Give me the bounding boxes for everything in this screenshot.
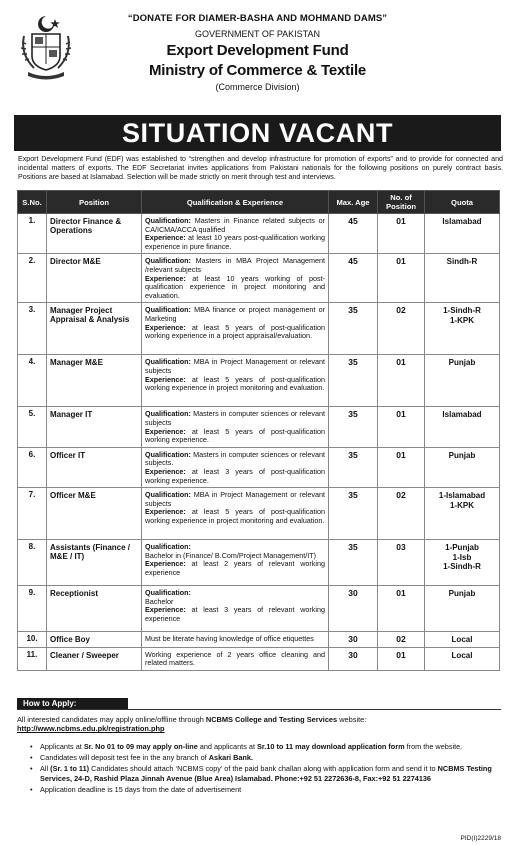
row-position: Office Boy (47, 632, 142, 648)
row-max-age: 35 (329, 407, 378, 447)
row-quota: 1-Punjab 1-Isb 1-Sindh-R (425, 540, 500, 586)
table-row (18, 586, 500, 632)
row-max-age: 45 (329, 254, 378, 303)
row-no-of-position: 02 (378, 303, 425, 355)
row-max-age: 35 (329, 488, 378, 540)
qualification-label: Qualification: (145, 305, 191, 315)
row-no-of-position: 01 (378, 447, 425, 487)
registration-link[interactable]: http://www.ncbms.edu.pk/registration.php (17, 724, 165, 734)
qualification-text: Masters in computer sciences or relevant subjects. (145, 449, 325, 468)
qualification-label: Qualification: (145, 588, 191, 598)
donate-slogan: “DONATE FOR DIAMER-BASHA AND MOHMAND DAMS” (127, 13, 388, 24)
row-sno: 9. (18, 586, 47, 632)
experience-text: at least 5 years of post-qualification working experience. (145, 426, 325, 445)
bullet-b1: Askari Bank. (208, 753, 253, 763)
header-qualification: Qualification & Experience (142, 191, 329, 214)
row-qualification (142, 355, 329, 407)
divider (17, 709, 501, 710)
row-quota: Local (425, 632, 500, 648)
list-item (40, 753, 501, 762)
experience-text: at least 3 years of relevant working experience (145, 605, 325, 623)
header-sno: S.No. (18, 191, 47, 214)
bullet-mid: Candidates should attach ‘NCBMS copy’ of the paid bank challan along with application form and send it to (89, 764, 438, 774)
list-item (40, 742, 501, 751)
row-quota: Punjab (425, 447, 500, 487)
row-sno: 10. (18, 632, 47, 648)
qualification-text: Bachelor in (Finance/ B.Com/Project Management/IT) (145, 550, 316, 560)
row-qualification (142, 254, 329, 303)
table-row (18, 447, 500, 487)
row-max-age: 45 (329, 214, 378, 254)
row-qualification (142, 632, 329, 648)
row-sno: 7. (18, 488, 47, 540)
qualification-text: Masters in computer sciences or relevant subjects (145, 409, 325, 427)
row-quota: Islamabad (425, 214, 500, 254)
row-sno: 5. (18, 407, 47, 447)
row-position: Director Finance & Operations (47, 214, 142, 254)
apply-text-pre: All interested candidates may apply online/offline through (17, 715, 206, 724)
bullet-b2: NCBMS Testing Services, 24-D, Rashid Plaza Jinnah Avenue (Blue Area) Islamabad. Phone:+92 51 2272636-8, Fax:+92 51 2274136 (40, 764, 492, 783)
header-quota: Quota (425, 191, 500, 214)
table-row (18, 214, 500, 254)
qualification-label: Qualification: (145, 409, 191, 419)
row-max-age: 35 (329, 303, 378, 355)
table-row (18, 254, 500, 303)
row-quota: Islamabad (425, 407, 500, 447)
row-qualification (142, 586, 329, 632)
experience-label: Experience: (145, 322, 186, 332)
table-row (18, 647, 500, 670)
row-qualification (142, 303, 329, 355)
qualification-text: Must be literate having knowledge of office etiquettes (145, 634, 314, 644)
table-row (18, 355, 500, 407)
bullet-pre: Application deadline is 15 days from the date of advertisement (40, 784, 242, 794)
experience-text: at least 2 years of relevant working experience (145, 559, 325, 577)
qualification-text: Masters in MBA Project Management /relevant subjects (145, 256, 325, 274)
row-qualification (142, 447, 329, 487)
table-row (18, 632, 500, 648)
row-quota: Local (425, 647, 500, 670)
table-row (18, 540, 500, 586)
bullet-b1: Sr. No 01 to 09 may apply on-line (83, 742, 198, 751)
row-max-age: 35 (329, 447, 378, 487)
list-item (40, 764, 501, 782)
row-sno: 4. (18, 355, 47, 407)
bullet-b2: Sr.10 to 11 may download application form (257, 742, 405, 751)
experience-label: Experience: (145, 426, 186, 436)
row-no-of-position: 01 (378, 214, 425, 254)
row-no-of-position: 03 (378, 540, 425, 586)
experience-text: at least 5 years of post-qualification working experience in a project appraisal/evaluation. (145, 322, 325, 341)
row-max-age: 30 (329, 586, 378, 632)
header-no-of-position: No. of Position (378, 191, 425, 214)
row-no-of-position: 01 (378, 355, 425, 407)
table-body (18, 214, 500, 671)
qualification-label: Qualification: (145, 357, 191, 367)
ministry-name: Ministry of Commerce & Textile (148, 62, 367, 79)
row-max-age: 30 (329, 632, 378, 648)
row-quota: 1-Islamabad 1-KPK (425, 488, 500, 540)
row-position: Manager Project Appraisal & Analysis (47, 303, 142, 355)
row-qualification (142, 540, 329, 586)
row-sno: 1. (18, 214, 47, 254)
organization-name: Export Development Fund (166, 42, 349, 59)
experience-text: at least 10 years post-qualification working experience in pure finance. (145, 233, 325, 251)
row-no-of-position: 02 (378, 488, 425, 540)
division-name: (Commerce Division) (215, 82, 300, 92)
row-no-of-position: 01 (378, 647, 425, 670)
government-title: GOVERNMENT OF PAKISTAN (194, 29, 320, 39)
qualification-text: MBA in Project Management or relevant subjects (145, 490, 325, 508)
row-no-of-position: 01 (378, 407, 425, 447)
experience-label: Experience: (145, 605, 186, 615)
row-sno: 3. (18, 303, 47, 355)
row-max-age: 35 (329, 540, 378, 586)
bullet-pre: Applicants at (40, 742, 84, 751)
row-qualification (142, 647, 329, 670)
row-position: Officer IT (47, 447, 142, 487)
bullet-mid: and applicants at (197, 742, 257, 751)
experience-label: Experience: (145, 559, 186, 569)
row-quota: 1-Sindh-R 1-KPK (425, 303, 500, 355)
row-quota: Punjab (425, 586, 500, 632)
row-sno: 11. (18, 647, 47, 670)
qualification-text: Masters in Finance related subjects or CA/ICMA/ACCA qualified (145, 216, 325, 234)
qualification-text: Working experience of 2 years office cleaning and related matters. (145, 649, 325, 668)
qualification-text: MBA in Project Management or relevant subjects (145, 357, 325, 375)
experience-label: Experience: (145, 233, 186, 243)
apply-paragraph (17, 715, 501, 734)
qualification-label: Qualification: (145, 490, 191, 500)
bullet-b1: (Sr. 1 to 11) (50, 764, 90, 774)
row-position: Cleaner / Sweeper (47, 647, 142, 670)
experience-label: Experience: (145, 507, 186, 517)
row-sno: 6. (18, 447, 47, 487)
list-item (40, 785, 501, 794)
row-no-of-position: 01 (378, 254, 425, 303)
apply-bullet-list (40, 742, 501, 796)
experience-text: at least 3 years of post-qualification working experience. (145, 466, 325, 485)
experience-text: at least 5 years of post-qualification working experience in project monitoring and evaluation. (145, 374, 325, 393)
header-position: Position (47, 191, 142, 214)
experience-text: at least 10 years working of post-qualification experience in project monitoring and evaluation. (145, 273, 325, 300)
qualification-label: Qualification: (145, 256, 191, 266)
bullet-post: from the website. (404, 742, 463, 751)
experience-label: Experience: (145, 374, 186, 384)
qualification-label: Qualification: (145, 449, 191, 459)
row-no-of-position: 02 (378, 632, 425, 648)
situation-vacant-banner: SITUATION VACANT (14, 115, 501, 151)
row-quota: Sindh-R (425, 254, 500, 303)
row-sno: 2. (18, 254, 47, 303)
apply-text-post: website: (337, 715, 367, 724)
table-row (18, 303, 500, 355)
bullet-pre: All (40, 764, 51, 774)
table-row (18, 407, 500, 447)
row-max-age: 30 (329, 647, 378, 670)
how-to-apply-heading: How to Apply: (17, 698, 128, 710)
header (0, 0, 515, 112)
row-qualification (142, 407, 329, 447)
experience-label: Experience: (145, 466, 186, 476)
qualification-label: Qualification: (145, 542, 191, 552)
intro-paragraph: Export Development Fund (EDF) was established to “strengthen and develop infrastructure for promotion of exports” and to provide for connected and incidental matters of exports. The EDF Secretariat invites applications from Pakistani nationals for the following positions on purely contract basis. Positions are based at Islamabad. Selection will be made strictly on merit through test and interviews. (18, 155, 503, 182)
header-max-age: Max. Age (329, 191, 378, 214)
row-position: Receptionist (47, 586, 142, 632)
experience-text: at least 5 years of post-qualification working experience in project monitoring and evaluation. (145, 507, 325, 525)
table-header-row (18, 191, 500, 214)
experience-label: Experience: (145, 273, 186, 283)
row-quota: Punjab (425, 355, 500, 407)
row-position: Manager M&E (47, 355, 142, 407)
row-position: Officer M&E (47, 488, 142, 540)
bullet-pre: Candidates will deposit test fee in the any branch of (40, 753, 209, 763)
qualification-text: MBA finance or project management or Marketing (145, 305, 325, 323)
row-qualification (142, 214, 329, 254)
qualification-label: Qualification: (145, 216, 191, 225)
reference-number: PID(I)2229/18 (460, 835, 501, 842)
positions-table (17, 190, 500, 671)
row-no-of-position: 01 (378, 586, 425, 632)
apply-text-bold: NCBMS College and Testing Services (205, 715, 338, 724)
row-position: Director M&E (47, 254, 142, 303)
qualification-text: Bachelor (145, 596, 174, 606)
row-sno: 8. (18, 540, 47, 586)
row-qualification (142, 488, 329, 540)
row-max-age: 35 (329, 355, 378, 407)
row-position: Assistants (Finance / M&E / IT) (47, 540, 142, 586)
table-row (18, 488, 500, 540)
row-position: Manager IT (47, 407, 142, 447)
